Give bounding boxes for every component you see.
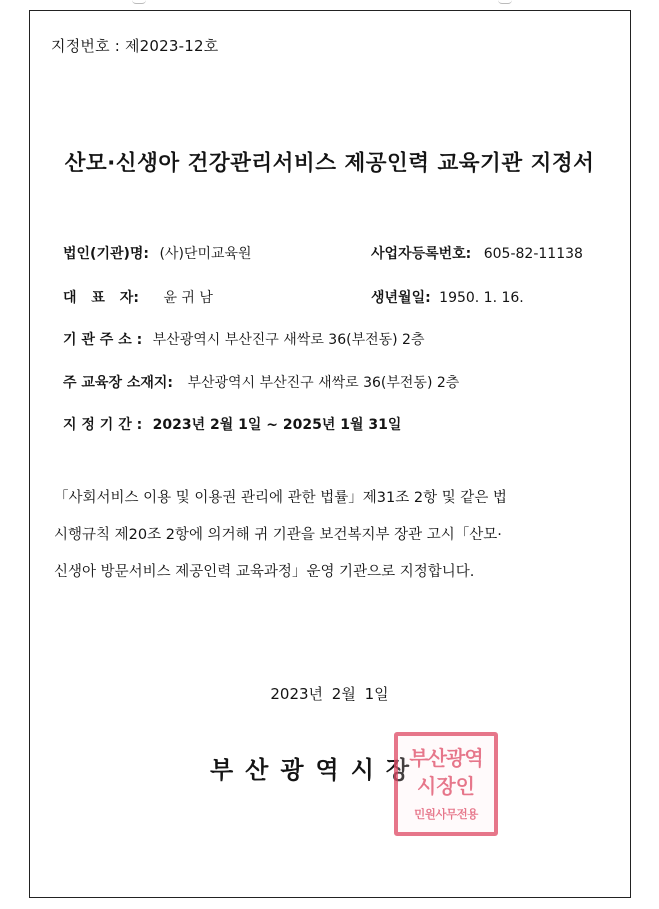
designation-number: 지정번호 : 제2023-12호 <box>51 37 219 55</box>
statement-line: 시행규칙 제20조 2항에 의거해 귀 기관을 보건복지부 장관 고시「산모· <box>54 527 502 543</box>
education-site-label: 주 교육장 소재지: <box>63 375 174 391</box>
address-value: 부산광역시 부산진구 새싹로 36(부전동) 2층 <box>152 332 425 348</box>
bizno-value: 605-82-11138 <box>483 246 583 262</box>
period-label: 지 정 기 간 : <box>63 417 143 433</box>
seal-text-line2: 시장인 <box>417 774 475 798</box>
corp-name-value: (사)단미교육원 <box>159 246 252 262</box>
issue-date: 2023년 2월 1일 <box>270 685 389 703</box>
address-row <box>63 329 425 349</box>
scan-mark-left <box>132 0 146 4</box>
bizno-label: 사업자등록번호: <box>371 246 472 262</box>
education-site-value: 부산광역시 부산진구 새싹로 36(부전동) 2층 <box>187 375 460 391</box>
representative-value: 윤 귀 남 <box>163 290 213 306</box>
document-title: 산모·신생아 건강관리서비스 제공인력 교육기관 지정서 <box>64 151 595 176</box>
birthdate-value: 1950. 1. 16. <box>439 290 524 306</box>
seal-text-line1: 부산광역 <box>409 746 483 770</box>
designation-statement <box>54 480 614 591</box>
scan-mark-right <box>498 0 512 4</box>
education-site-row <box>63 372 459 392</box>
corp-name-label: 법인(기관)명: <box>63 246 150 262</box>
issuing-authority: 부산광역시장 <box>210 755 422 784</box>
corp-name-row <box>63 243 252 263</box>
period-value: 2023년 2월 1일 ~ 2025년 1월 31일 <box>152 417 402 433</box>
representative-label: 대 표 자: <box>63 290 139 306</box>
statement-line: 「사회서비스 이용 및 이용권 관리에 관한 법률」제31조 2항 및 같은 법 <box>54 490 507 506</box>
address-label: 기 관 주 소 : <box>63 332 143 348</box>
birthdate-row <box>371 287 524 307</box>
representative-row <box>63 287 213 307</box>
bizno-row <box>371 243 583 263</box>
official-seal <box>394 732 498 836</box>
birthdate-label: 생년월일: <box>371 290 431 306</box>
statement-line: 신생아 방문서비스 제공인력 교육과정」운영 기관으로 지정합니다. <box>54 564 475 580</box>
period-row <box>63 414 401 434</box>
seal-text-line3: 민원사무전용 <box>414 807 478 821</box>
